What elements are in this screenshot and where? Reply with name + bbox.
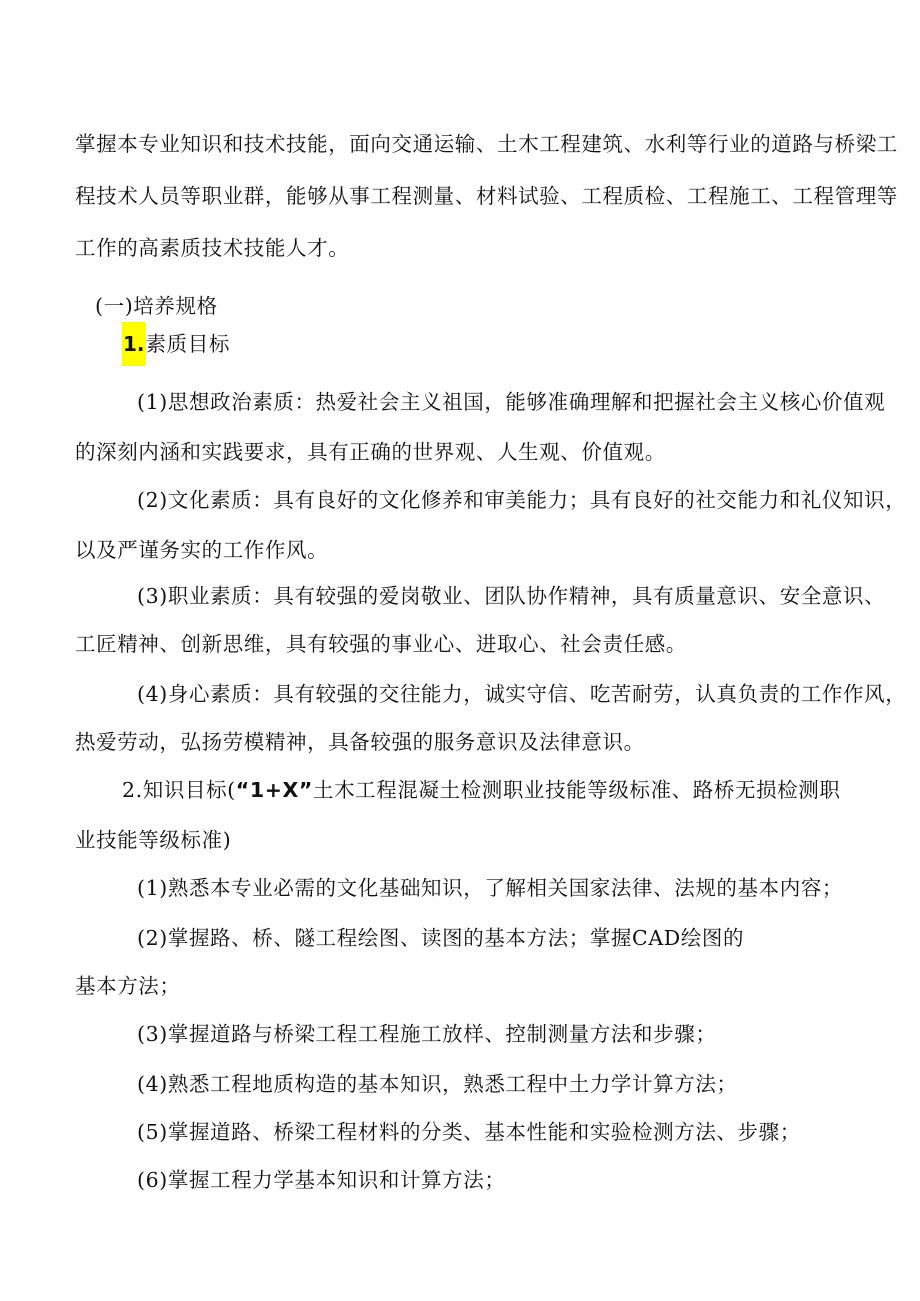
- knowledge-item-3: (3)掌握道路与桥梁工程工程施工放样、控制测量方法和步骤；: [137, 1022, 717, 1046]
- knowledge-item-4: (4)熟悉工程地质构造的基本知识，熟悉工程中土力学计算方法；: [137, 1072, 738, 1096]
- quality-heading-title: 素质目标: [145, 332, 230, 356]
- knowledge-heading-quote: “1+X”: [235, 778, 313, 802]
- quality-item-3-line-2: 工匠精神、创新思维，具有较强的事业心、进取心、社会责任感。: [75, 632, 687, 656]
- quality-item-2-line-1: (2)文化素质：具有良好的文化修养和审美能力；具有良好的社交能力和礼仪知识，: [137, 488, 907, 512]
- quality-item-4-line-1: (4)身心素质：具有较强的交往能力，诚实守信、吃苦耐劳，认真负责的工作作风，: [137, 682, 907, 706]
- quality-heading-number: 1.: [122, 322, 146, 366]
- quality-item-1-line-1: (1)思想政治素质：热爱社会主义祖国，能够准确理解和把握社会主义核心价值观: [137, 390, 886, 414]
- quality-item-4-line-2: 热爱劳动，弘扬劳模精神，具备较强的服务意识及法律意识。: [75, 730, 645, 754]
- knowledge-item-2-line-2: 基本方法；: [75, 974, 181, 998]
- quality-heading: [122, 322, 230, 366]
- knowledge-item-5: (5)掌握道路、桥梁工程材料的分类、基本性能和实验检测方法、步骤；: [137, 1120, 801, 1144]
- knowledge-item-6: (6)掌握工程力学基本知识和计算方法；: [137, 1168, 506, 1192]
- quality-item-1-line-2: 的深刻内涵和实践要求，具有正确的世界观、人生观、价值观。: [75, 440, 666, 464]
- knowledge-item-2-line-1: (2)掌握路、桥、隧工程绘图、读图的基本方法；掌握CAD绘图的: [137, 926, 745, 950]
- knowledge-heading-line-2: 业技能等级标准): [75, 828, 232, 852]
- quality-item-3-line-1: (3)职业素质：具有较强的爱岗敬业、团队协作精神，具有质量意识、安全意识、: [137, 584, 886, 608]
- section-title: (一)培养规格: [95, 294, 218, 318]
- knowledge-heading-number: 2.: [122, 778, 143, 802]
- intro-line-1: 掌握本专业知识和技术技能，面向交通运输、土木工程建筑、水利等行业的道路与桥梁工: [75, 132, 898, 156]
- knowledge-item-1: (1)熟悉本专业必需的文化基础知识，了解相关国家法律、法规的基本内容；: [137, 876, 844, 900]
- intro-line-3: 工作的高素质技术技能人才。: [75, 236, 350, 260]
- knowledge-heading-prefix: 知识目标(: [142, 778, 236, 802]
- quality-item-2-line-2: 以及严谨务实的工作作风。: [75, 538, 329, 562]
- knowledge-heading-line-1: [122, 776, 840, 804]
- knowledge-heading-rest: 土木工程混凝土检测职业技能等级标准、路桥无损检测职: [312, 778, 841, 802]
- intro-line-2: 程技术人员等职业群，能够从事工程测量、材料试验、工程质检、工程施工、工程管理等: [75, 184, 898, 208]
